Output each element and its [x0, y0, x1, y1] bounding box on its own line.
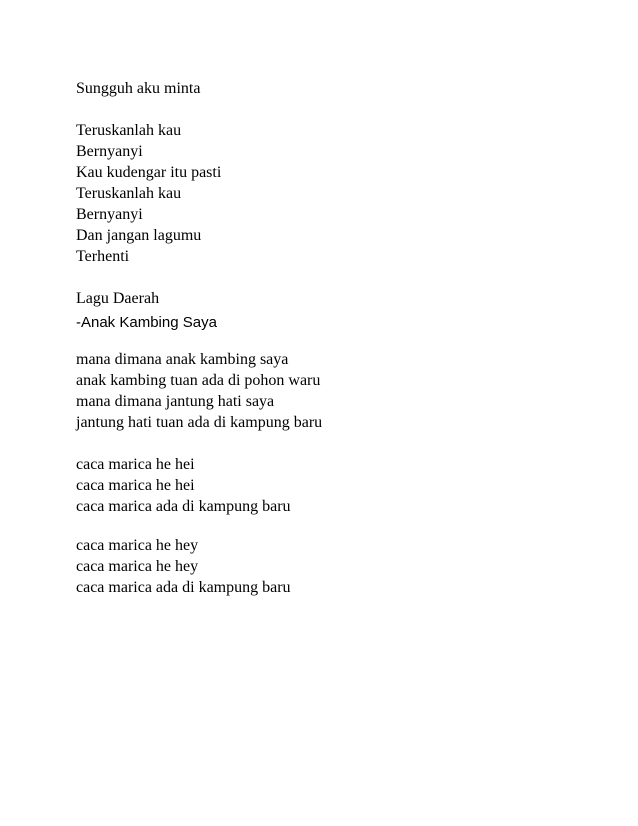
verse1-line-1: Teruskanlah kau — [76, 122, 182, 139]
stanza2-line-2: caca marica he hei — [76, 477, 195, 494]
verse1-line-6: Dan jangan lagumu — [76, 227, 202, 244]
verse1-line-4: Teruskanlah kau — [76, 185, 182, 202]
stanza1-line-3: mana dimana jantung hati saya — [76, 393, 275, 410]
stanza1-line-4: jantung hati tuan ada di kampung baru — [76, 414, 323, 431]
stanza2-line-3: caca marica ada di kampung baru — [76, 498, 291, 515]
verse1-line-7: Terhenti — [76, 248, 130, 265]
stanza3-line-3: caca marica ada di kampung baru — [76, 579, 291, 596]
song-category: Lagu Daerah — [76, 290, 160, 307]
verse1-line-2: Bernyanyi — [76, 143, 143, 160]
stanza3-line-1: caca marica he hey — [76, 537, 199, 554]
verse1-line-3: Kau kudengar itu pasti — [76, 164, 222, 181]
stanza2-line-1: caca marica he hei — [76, 456, 195, 473]
stanza1-line-2: anak kambing tuan ada di pohon waru — [76, 372, 321, 389]
stanza3-line-2: caca marica he hey — [76, 558, 199, 575]
stanza1-line-1: mana dimana anak kambing saya — [76, 351, 289, 368]
intro-line: Sungguh aku minta — [76, 80, 201, 97]
song-title: -Anak Kambing Saya — [76, 314, 217, 331]
verse1-line-5: Bernyanyi — [76, 206, 143, 223]
